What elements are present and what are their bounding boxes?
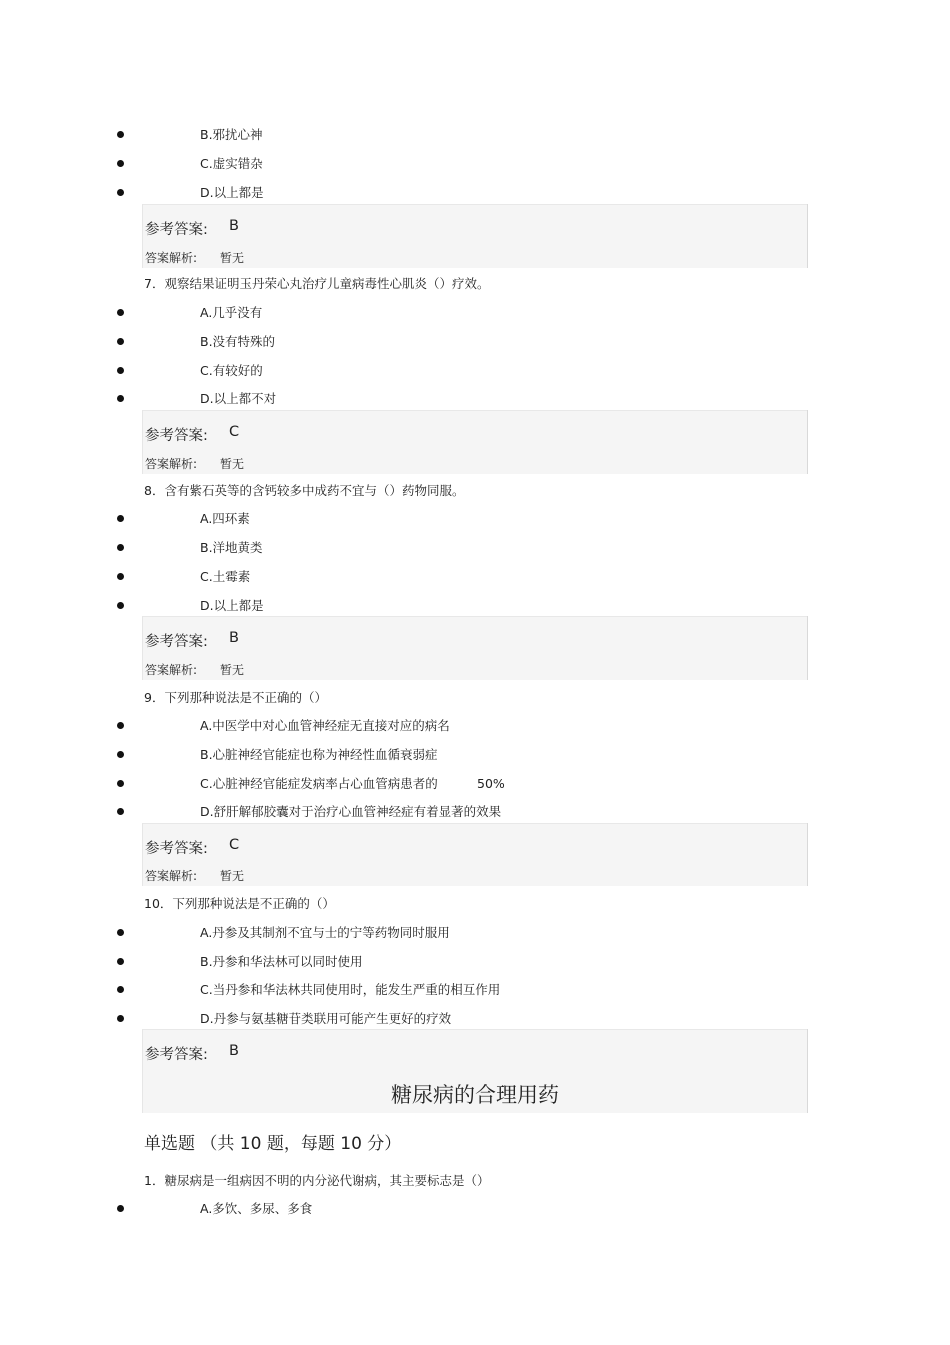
q7-option-b[interactable] [0, 330, 950, 354]
bullet-icon [117, 929, 124, 936]
answer-label: 参考答案: [145, 841, 208, 857]
option-text: B.心脏神经官能症也称为神经性血循衰弱症 [200, 747, 438, 762]
explanation-value: 暂无 [220, 251, 245, 265]
explanation-value: 暂无 [220, 869, 245, 883]
q8-option-d[interactable] [0, 594, 950, 618]
option-text: D.以上都是 [200, 598, 264, 613]
option-text: D.以上都不对 [200, 391, 277, 406]
q8-option-a[interactable] [0, 507, 950, 531]
option-text: D.丹参与氨基糖苷类联用可能产生更好的疗效 [200, 1011, 452, 1026]
q10-text: 10．下列那种说法是不正确的（） [144, 896, 335, 911]
bullet-icon [117, 751, 124, 758]
bullet-icon [117, 986, 124, 993]
bullet-icon [117, 395, 124, 402]
bullet-icon [117, 602, 124, 609]
q9-answer-box [142, 823, 808, 886]
explanation-label: 答案解析: [145, 869, 198, 883]
section-title: 糖尿病的合理用药 [391, 1083, 559, 1107]
q6-answer-box [142, 204, 808, 268]
explanation-label: 答案解析: [145, 457, 198, 471]
q6-option-b[interactable] [0, 123, 950, 147]
bullet-icon [117, 544, 124, 551]
answer-label: 参考答案: [145, 634, 208, 650]
next-q1-text: 1．糖尿病是一组病因不明的内分泌代谢病，其主要标志是（） [144, 1173, 490, 1188]
q9-option-b[interactable] [0, 743, 950, 767]
q10-option-a[interactable] [0, 921, 950, 945]
option-text: A.中医学中对心血管神经症无直接对应的病名 [200, 718, 450, 733]
bullet-icon [117, 780, 124, 787]
bullet-icon [117, 309, 124, 316]
q6-option-c[interactable] [0, 152, 950, 176]
answer-value: B [229, 1043, 239, 1059]
option-text: A.多饮、多尿、多食 [200, 1201, 313, 1216]
bullet-icon [117, 131, 124, 138]
bullet-icon [117, 1205, 124, 1212]
explanation-value: 暂无 [220, 457, 245, 471]
section-subheading: 单选题 （共 10 题，每题 10 分） [144, 1134, 402, 1154]
q7-option-a[interactable] [0, 301, 950, 325]
option-text: A.丹参及其制剂不宜与士的宁等药物同时服用 [200, 925, 450, 940]
option-text: C.有较好的 [200, 363, 263, 378]
option-text: C.土霉素 [200, 569, 251, 584]
next-q1-option-a[interactable] [0, 1197, 950, 1221]
q8-option-b[interactable] [0, 536, 950, 560]
answer-value: C [229, 424, 240, 440]
q10-option-b[interactable] [0, 950, 950, 974]
option-text: D.以上都是 [200, 185, 264, 200]
bullet-icon [117, 722, 124, 729]
q8-text: 8．含有紫石英等的含钙较多中成药不宜与（）药物同服。 [144, 483, 465, 498]
bullet-icon [117, 1015, 124, 1022]
q10-answer-box [142, 1029, 808, 1113]
option-text: D.舒肝解郁胶囊对于治疗心血管神经症有着显著的效果 [200, 804, 502, 819]
bullet-icon [117, 958, 124, 965]
explanation-label: 答案解析: [145, 663, 198, 677]
q7-option-c[interactable] [0, 359, 950, 383]
option-value: 50% [477, 776, 505, 791]
divider [143, 616, 807, 617]
q8-answer-box [142, 616, 808, 680]
q10-option-d[interactable] [0, 1007, 950, 1031]
q6-option-d[interactable] [0, 181, 950, 205]
bullet-icon [117, 338, 124, 345]
q7-answer-box [142, 410, 808, 474]
answer-value: C [229, 837, 240, 853]
option-text: B.洋地黄类 [200, 540, 263, 555]
bullet-icon [117, 367, 124, 374]
q7-option-d[interactable] [0, 387, 950, 411]
divider [143, 823, 807, 824]
q8-option-c[interactable] [0, 565, 950, 589]
bullet-icon [117, 189, 124, 196]
q9-text: 9．下列那种说法是不正确的（） [144, 690, 327, 705]
answer-value: B [229, 218, 239, 234]
option-text: A.几乎没有 [200, 305, 263, 320]
option-text: C.当丹参和华法林共同使用时，能发生严重的相互作用 [200, 982, 501, 997]
option-text: B.没有特殊的 [200, 334, 276, 349]
divider [143, 1029, 807, 1030]
option-text: C.心脏神经官能症发病率占心血管病患者的 [200, 776, 438, 791]
bullet-icon [117, 573, 124, 580]
q7-text: 7．观察结果证明玉丹荣心丸治疗儿童病毒性心肌炎（）疗效。 [144, 276, 490, 291]
explanation-value: 暂无 [220, 663, 245, 677]
answer-label: 参考答案: [145, 1047, 208, 1063]
bullet-icon [117, 808, 124, 815]
option-text: B.丹参和华法林可以同时使用 [200, 954, 363, 969]
answer-label: 参考答案: [145, 428, 208, 444]
bullet-icon [117, 160, 124, 167]
answer-value: B [229, 630, 239, 646]
q9-option-c[interactable] [0, 772, 950, 796]
answer-label: 参考答案: [145, 222, 208, 238]
q10-option-c[interactable] [0, 978, 950, 1002]
divider [143, 204, 807, 205]
q9-option-a[interactable] [0, 714, 950, 738]
option-text: A.四环素 [200, 511, 250, 526]
option-text: C.虚实错杂 [200, 156, 263, 171]
bullet-icon [117, 515, 124, 522]
divider [143, 410, 807, 411]
explanation-label: 答案解析: [145, 251, 198, 265]
option-text: B.邪扰心神 [200, 127, 263, 142]
q9-option-d[interactable] [0, 800, 950, 824]
